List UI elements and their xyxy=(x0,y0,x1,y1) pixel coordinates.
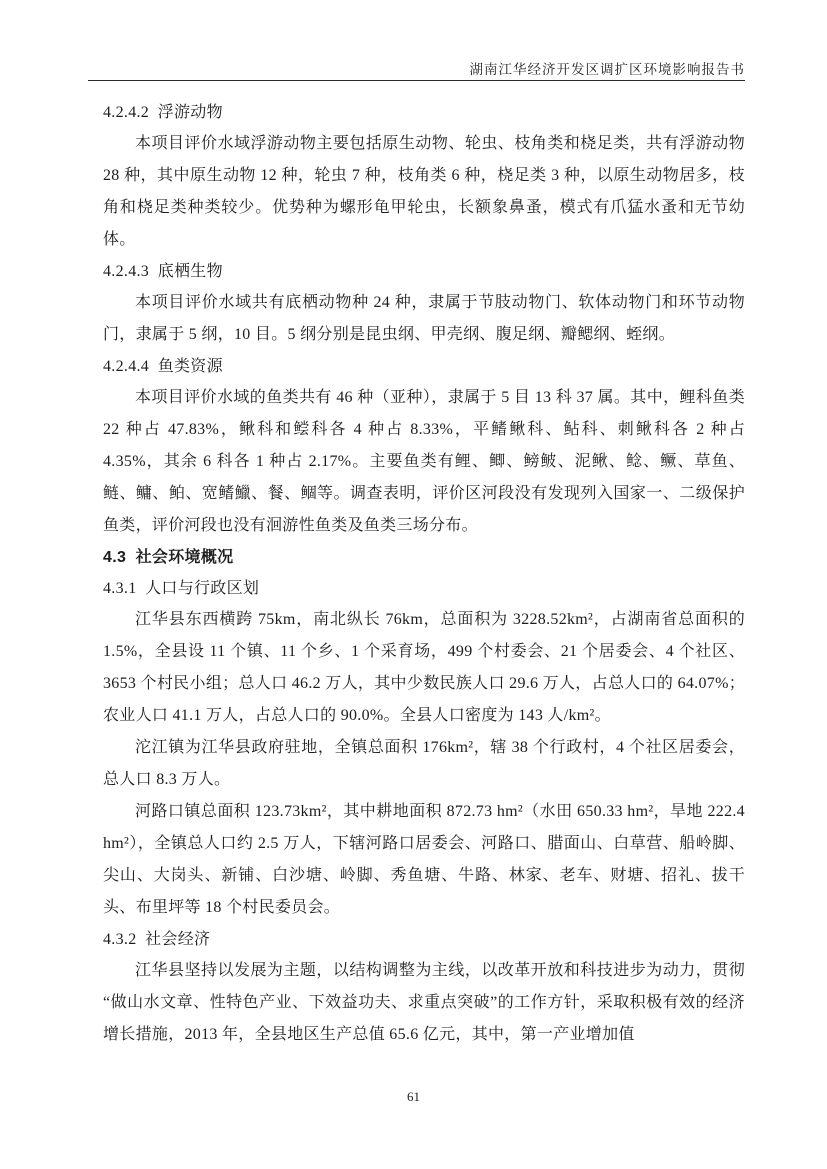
section-heading-social-economy: 4.3.2 社会经济 xyxy=(103,931,211,948)
section-heading-population-administration: 4.3.1 人口与行政区划 xyxy=(103,580,260,597)
chapter-heading-social-environment: 4.3 社会环境概况 xyxy=(103,549,234,566)
paragraph-fish-resources: 本项目评价水域的鱼类共有 46 种（亚种），隶属于 5 目 13 科 37 属。其中，鲤科鱼类 22 种占 47.83%，鳅科和鲿科各 4 种占 8.33%，平鳍鳅科、鲇科、刺鳅科各 2 种占 4.35%，其余 6 科各 1 种占 2.17%。主要鱼类有鲤、鲫、鳑鲏、泥鳅、鲶、鳜、草鱼、鲢、鳙、鲌、宽鳍鱲、餐、鲴等。调查表明，评价区河段没有发现列入国家一、二级保护鱼类，评价河段也没有洄游性鱼类及鱼类三场分布。 xyxy=(103,389,745,534)
paragraph-tuojiang-town: 沱江镇为江华县政府驻地，全镇总面积 176km²，辖 38 个行政村，4 个社区居委会，总人口 8.3 万人。 xyxy=(103,739,745,788)
section-heading-zooplankton: 4.2.4.2 浮游动物 xyxy=(103,104,223,121)
section-heading-benthos: 4.2.4.3 底栖生物 xyxy=(103,263,223,280)
section-heading-fish-resources: 4.2.4.4 鱼类资源 xyxy=(103,358,223,375)
page-number: 61 xyxy=(407,1089,420,1104)
paragraph-heluokou-town: 河路口镇总面积 123.73km²，其中耕地面积 872.73 hm²（水田 650.33 hm²，旱地 222.4 hm²），全镇总人口约 2.5 万人，下辖河路口居委会、河路口、腊面山、白草营、船岭脚、尖山、大岗头、新铺、白沙塘、岭脚、秀鱼塘、牛路、林家、老车、财塘、招礼、拔干头、布里坪等 18 个村民委员会。 xyxy=(103,803,745,916)
paragraph-county-population: 江华县东西横跨 75km，南北纵长 76km，总面积为 3228.52km²，占湖南省总面积的 1.5%，全县设 11 个镇、11 个乡、1 个采育场，499 个村委会、21 个居委会、4 个社区、3653 个村民小组；总人口 46.2 万人，其中少数民族人口 29.6 万人，占总人口的 64.07%；农业人口 41.1 万人，占总人口的 90.0%。全县人口密度为 143 人/km²。 xyxy=(103,611,745,724)
paragraph-benthos: 本项目评价水域共有底栖动物种 24 种，隶属于节肢动物门、软体动物门和环节动物门，隶属于 5 纲，10 目。5 纲分别是昆虫纲、甲壳纲、腹足纲、瓣鳃纲、蛭纲。 xyxy=(103,294,745,343)
paragraph-social-economy: 江华县坚持以发展为主题，以结构调整为主线，以改革开放和科技进步为动力，贯彻“做山水文章、性特色产业、下效益功夫、求重点突破”的工作方针，采取积极有效的经济增长措施，2013 年，全县地区生产总值 65.6 亿元，其中，第一产业增加值 xyxy=(103,962,745,1043)
running-header-title: 湖南江华经济开发区调扩区环境影响报告书 xyxy=(469,62,745,77)
paragraph-zooplankton: 本项目评价水域浮游动物主要包括原生动物、轮虫、枝角类和桡足类，共有浮游动物 28 种，其中原生动物 12 种，轮虫 7 种，枝角类 6 种，桡足类 3 种，以原生动物居多，枝角和桡足类种类较少。优势种为螺形龟甲轮虫，长额象鼻蚤，模式有爪猛水蚤和无节幼体。 xyxy=(103,135,745,248)
header-rule xyxy=(88,80,745,81)
document-body xyxy=(103,97,745,1051)
